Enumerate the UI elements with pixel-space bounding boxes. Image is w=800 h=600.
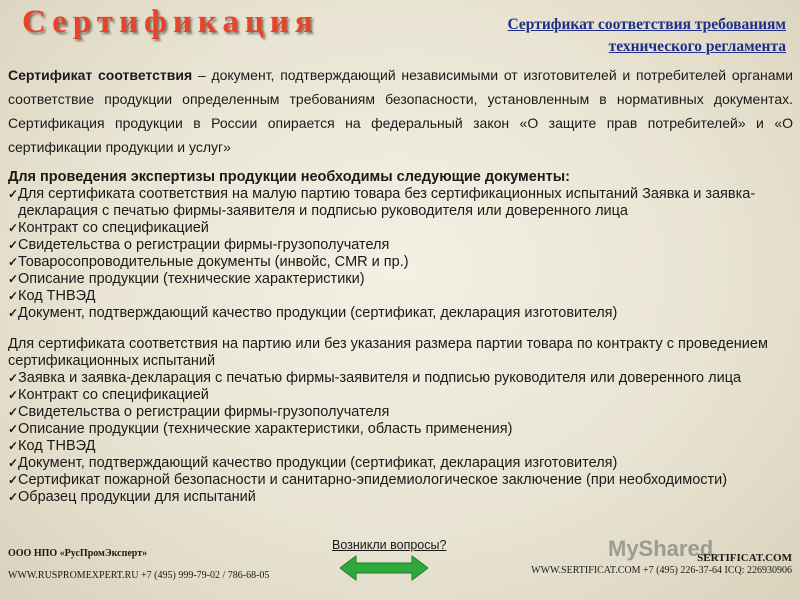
checklist-item-text: Документ, подтверждающий качество продукции (сертификат, декларация изготовителя) bbox=[18, 455, 618, 471]
checklist-item bbox=[8, 237, 793, 254]
checklist-item bbox=[8, 186, 793, 220]
regulation-certificate-link[interactable] bbox=[406, 14, 786, 58]
intro-text: – документ, подтверждающий независимыми от изготовителей и потребителей органами соответствие продукции определенным требованиям безопасности, установленным в нормативных документах. Сертификация продукции в России опирается на федеральный закон «О защите прав потребителей» и «О сертификации продукции и услуг» bbox=[8, 67, 793, 155]
site-name: SERTIFICAT.COM bbox=[697, 552, 792, 564]
right-contacts: WWW.SERTIFICAT.COM +7 (495) 226-37-64 ICQ: 226930906 bbox=[531, 565, 792, 576]
check-icon: ✓ bbox=[8, 289, 19, 303]
checklist-item-text: Свидетельства о регистрации фирмы-грузополучателя bbox=[18, 404, 390, 420]
check-icon: ✓ bbox=[8, 422, 19, 436]
check-icon: ✓ bbox=[8, 371, 19, 385]
section1-heading: Для проведения экспертизы продукции необходимы следующие документы: bbox=[8, 169, 570, 185]
checklist-item bbox=[8, 370, 793, 387]
check-icon: ✓ bbox=[8, 405, 19, 419]
checklist-item bbox=[8, 271, 793, 288]
main-content bbox=[8, 64, 793, 506]
regulation-link-line2: технического регламента bbox=[608, 38, 786, 55]
checklist-item bbox=[8, 387, 793, 404]
checklist-item bbox=[8, 404, 793, 421]
watermark-logo: MyShared bbox=[608, 536, 714, 561]
regulation-link-line1: Сертификат соответствия требованиям bbox=[507, 16, 786, 33]
left-contacts: WWW.RUSPROMEXPERT.RU +7 (495) 999-79-02 / 786-68-05 bbox=[8, 570, 270, 581]
checklist-item-text: Заявка и заявка-декларация с печатью фирмы-заявителя и подписью руководителя или доверенного лица bbox=[18, 370, 742, 386]
checklist-item bbox=[8, 472, 793, 489]
checklist-item-text: Контракт со спецификацией bbox=[18, 220, 209, 236]
check-icon: ✓ bbox=[8, 388, 19, 402]
checklist-item-text: Код ТНВЭД bbox=[18, 438, 96, 454]
organization-name: ООО НПО «РусПромЭксперт» bbox=[8, 548, 148, 559]
checklist-item-text: Свидетельства о регистрации фирмы-грузополучателя bbox=[18, 237, 390, 253]
section2-list bbox=[8, 370, 793, 506]
checklist-item-text: Описание продукции (технические характеристики, область применения) bbox=[18, 421, 513, 437]
section1-list bbox=[8, 186, 793, 322]
check-icon: ✓ bbox=[8, 255, 19, 269]
intro-paragraph bbox=[8, 64, 793, 160]
checklist-item-text: Описание продукции (технические характеристики) bbox=[18, 271, 365, 287]
checklist-item bbox=[8, 438, 793, 455]
check-icon: ✓ bbox=[8, 187, 19, 201]
check-icon: ✓ bbox=[8, 272, 19, 286]
checklist-item-text: Код ТНВЭД bbox=[18, 288, 96, 304]
checklist-item bbox=[8, 254, 793, 271]
footer-left bbox=[8, 548, 269, 581]
section2-intro: Для сертификата соответствия на партию или без указания размера партии товара по контракту с проведением сертификационных испытаний bbox=[8, 336, 768, 369]
checklist-item bbox=[8, 489, 793, 506]
checklist-item bbox=[8, 288, 793, 305]
checklist-item bbox=[8, 455, 793, 472]
page-title: Сертификация bbox=[22, 4, 319, 40]
checklist-item bbox=[8, 421, 793, 438]
check-icon: ✓ bbox=[8, 456, 19, 470]
checklist-item-text: Для сертификата соответствия на малую партию товара без сертификационных испытаний Заявка и заявка-декларация с печатью фирмы-заявителя и подписью руководителя или доверенного лица bbox=[18, 186, 756, 219]
check-icon: ✓ bbox=[8, 306, 19, 320]
check-icon: ✓ bbox=[8, 238, 19, 252]
check-icon: ✓ bbox=[8, 473, 19, 487]
questions-link[interactable]: Возникли вопросы? bbox=[332, 538, 447, 552]
double-arrow-icon[interactable] bbox=[340, 555, 428, 581]
check-icon: ✓ bbox=[8, 221, 19, 235]
checklist-item-text: Сертификат пожарной безопасности и санитарно-эпидемиологическое заключение (при необходимости) bbox=[18, 472, 728, 488]
intro-term: Сертификат соответствия bbox=[8, 67, 193, 83]
check-icon: ✓ bbox=[8, 490, 19, 504]
checklist-item-text: Документ, подтверждающий качество продукции (сертификат, декларация изготовителя) bbox=[18, 305, 618, 321]
check-icon: ✓ bbox=[8, 439, 19, 453]
checklist-item-text: Образец продукции для испытаний bbox=[18, 489, 256, 505]
checklist-item-text: Товаросопроводительные документы (инвойс, CMR и пр.) bbox=[18, 254, 409, 270]
checklist-item bbox=[8, 220, 793, 237]
checklist-item-text: Контракт со спецификацией bbox=[18, 387, 209, 403]
checklist-item bbox=[8, 305, 793, 322]
